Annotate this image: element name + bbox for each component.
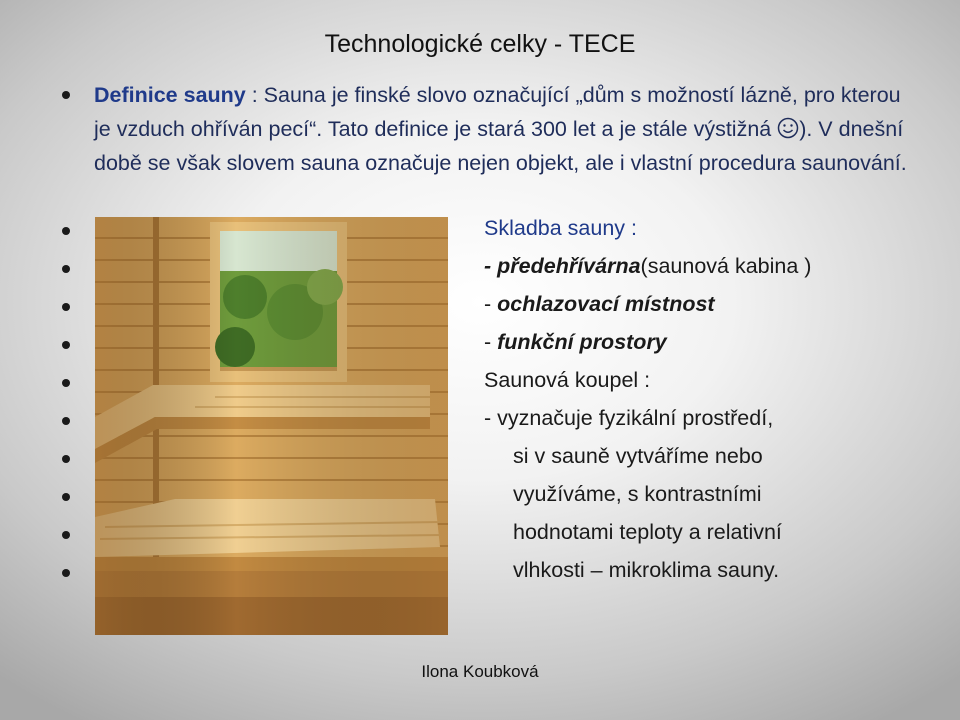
bath-line-3: využíváme, s kontrastními [513, 482, 762, 506]
bath-heading: Saunová koupel : [484, 368, 651, 392]
composition-heading: Skladba sauny : [484, 216, 637, 240]
bath-line-5: vlhkosti – mikroklima sauny. [513, 558, 780, 582]
bath-line-2: si v sauně vytváříme nebo [513, 444, 763, 468]
bath-line-1: - vyznačuje fyzikální prostředí, [484, 406, 774, 430]
cooling-term: ochlazovací místnost [497, 292, 715, 316]
bullet [62, 303, 70, 311]
smiley-icon [777, 117, 799, 139]
bath-line-4: hodnotami teploty a relativní [513, 520, 782, 544]
author-footer: Ilona Koubková [421, 662, 539, 681]
bullet [62, 91, 70, 99]
slide-title: Technologické celky - TECE [324, 30, 636, 58]
bullet [62, 455, 70, 463]
definition-text-2: ). V dnešní době se však slovem sauna označuje nejen objekt, ale i vlastní procedura saunování. [94, 117, 907, 175]
composition-item-preheating: - předehřívárna(saunová kabina ) [484, 254, 812, 278]
bullet [62, 341, 70, 349]
sauna-photo [95, 217, 448, 635]
bullet [62, 227, 70, 235]
bullet [62, 417, 70, 425]
composition-item-cooling: - ochlazovací místnost [484, 292, 715, 316]
bullet [62, 265, 70, 273]
bullet [62, 569, 70, 577]
definition-term: Definice sauny [94, 83, 246, 107]
bullet [62, 531, 70, 539]
composition-item-functional: - funkční prostory [484, 330, 667, 354]
bullet [62, 379, 70, 387]
definition-paragraph [94, 78, 914, 180]
definition-text-1: : Sauna je finské slovo označující „dům s možností lázně, pro kterou je vzduch ohříván pecí“. Tato definice je stará 300 let a je stále výstižná [94, 83, 901, 141]
functional-term: funkční prostory [497, 330, 667, 354]
bullet [62, 493, 70, 501]
preheating-term: předehřívárna [497, 254, 641, 278]
